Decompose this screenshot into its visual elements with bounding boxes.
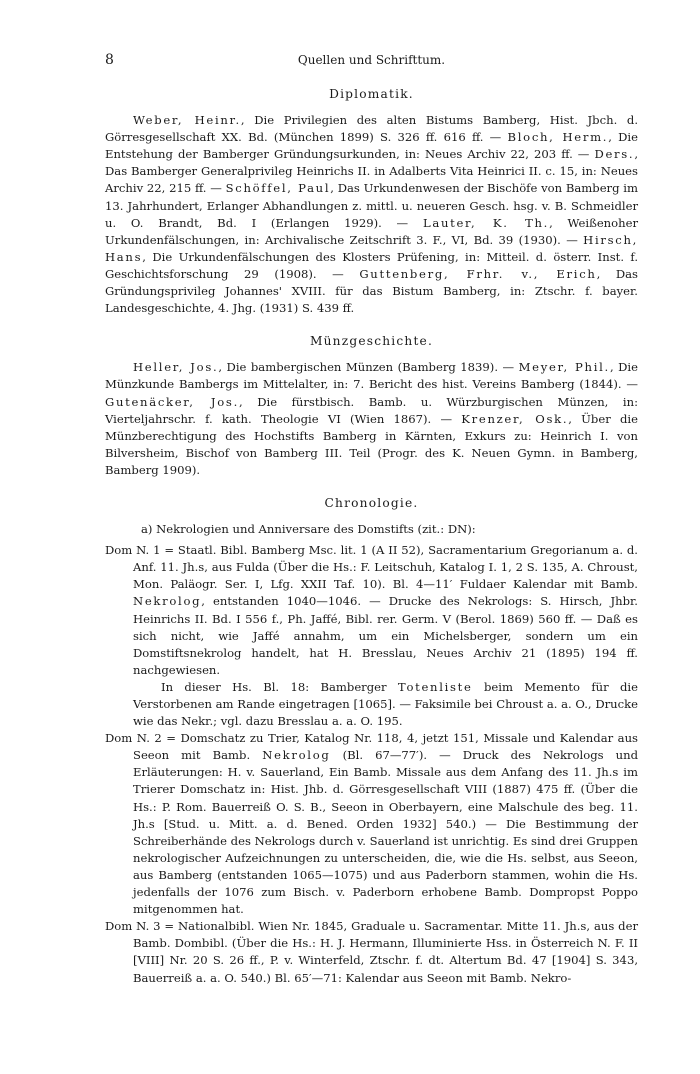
running-title: Quellen und Schrifttum.: [297, 53, 446, 67]
paragraph-munzgeschichte: [105, 359, 638, 479]
entry-text: Dom N. 3 = Nationalbibl. Wien Nr. 1845, Graduale u. Sacramentar. Mitte 11. Jh.s, aus der Bamb. Dombibl. (Über die Hs.: H. J. Hermann, Illuminierte Hss. in Österreich N. F. II [VIII] Nr. 20 S. 26 ff., P. v. Winterfeld, Ztschr. f. dt. Altertum Bd. 47 [1904] S. 343, Bauerreiß a. a. O. 540.) Bl. 65′—71: Kalendar aus Seeon mit Bamb. Nekro-: [105, 919, 638, 985]
note-text: beim Memento für die Verstorbenen am Rande eingetragen [1065]. — Faksimile bei Chroust a. a. O., Drucke wie das Nekr.; vgl. dazu Bresslau a. a. O. 195.: [133, 679, 638, 729]
section-munzgeschichte: [105, 333, 638, 479]
citation-text: , Das Gründungsprivileg Johannes' XVIII. für das Bistum Bamberg, in: Ztschr. f. bayer. Landesgeschichte, 4. Jhg. (1931) S. 439 ff.: [105, 266, 638, 316]
paragraph-diplomatik: [105, 112, 638, 317]
section-diplomatik: [105, 86, 638, 317]
emphasis-term: Nekrolog: [133, 594, 202, 609]
author-name: Lauter, K. Th.: [422, 215, 550, 230]
citation-text: , Die Privilegien des alten Bistums Bamberg, Hist. Jbch. d. Görresgesellschaft XX. Bd. (München 1899) S. 326 ff. 616 ff. —: [105, 113, 639, 145]
author-name: Bloch, Herm.: [507, 130, 609, 145]
entry-text: Dom N. 2 = Domschatz zu Trier, Katalog Nr. 118, 4, jetzt 151, Missale und Kalendar aus Seeon mit Bamb.: [105, 731, 638, 763]
citation-text: , Die bambergischen Münzen (Bamberg 1839). —: [218, 360, 519, 375]
section-chronologie: [105, 495, 638, 987]
citation-text: , Die Entstehung der Bamberger Gründungsurkunden, in: Neues Archiv 22, 203 ff. —: [105, 130, 638, 162]
emphasis-term: Totenliste: [397, 679, 473, 694]
section-title-chronologie: Chronologie.: [324, 495, 419, 510]
author-name: Ders.: [594, 147, 635, 162]
emphasis-term: Nekrolog: [262, 748, 331, 763]
citation-text: , Die Münzkunde Bambergs im Mittelalter, in: 7. Bericht des hist. Vereins Bamberg (1844). —: [105, 360, 638, 392]
citation-text: , Die fürstbisch. Bamb. u. Würzburgischen Münzen, in: Vierteljahrschr. f. kath. Theologie VI (Wien 1867). —: [105, 394, 638, 426]
page-number: 8: [105, 52, 114, 68]
entry-text: Dom N. 1 = Staatl. Bibl. Bamberg Msc. lit. 1 (A II 52), Sacramentarium Gregorianum a. d. Anf. 11. Jh.s, aus Fulda (Über die Hs.: F. Leitschuh, Katalog I. 1, 2 S. 135, A. Chroust, Mon. Paläogr. Ser. I, Lfg. XXII Taf. 10). Bl. 4—11′ Fuldaer Kalendar mit Bamb.: [105, 543, 638, 592]
page: [105, 52, 638, 1003]
author-name: Guttenberg, Frhr. v., Erich: [359, 266, 597, 281]
author-name: Weber, Heinr.: [133, 113, 241, 128]
author-name: Heller, Jos.: [133, 360, 219, 375]
section-title-munzgeschichte: Münzgeschichte.: [309, 334, 434, 349]
author-name: Krenzer, Osk.: [461, 411, 569, 426]
citation-text: , Das Bamberger Generalprivileg Heinrichs II. in Adalberts Vita Heinrici II. c. 15, in: Neues Archiv 22, 215 ff. —: [105, 147, 638, 196]
author-name: Gutenäcker, Jos.: [105, 394, 239, 409]
author-name: Meyer, Phil.: [518, 360, 610, 375]
entry-dom-n2: [105, 730, 638, 918]
section-title-diplomatik: Diplomatik.: [329, 87, 414, 101]
author-name: Hirsch, Hans: [105, 232, 638, 264]
subsection-heading: a) Nekrologien und Anniversare des Domstifts (zit.: DN):: [141, 522, 476, 537]
running-header: [105, 52, 638, 70]
citation-text: , Weißenoher Urkundenfälschungen, in: Archivalische Zeitschrift 3. F., VI, Bd. 39 (1930). —: [105, 215, 638, 247]
citation-text: , Das Urkundenwesen der Bischöfe von Bamberg im 13. Jahrhundert, Erlanger Abhandlungen z. mittl. u. neueren Gesch. hsg. v. B. Schmeidler u. O. Brandt, Bd. I (Erlangen 1929). —: [105, 181, 638, 230]
citation-text: , Die Urkundenfälschungen des Klosters Prüfening, in: Mitteil. d. österr. Inst. f. Geschichtsforschung 29 (1908). —: [105, 249, 638, 281]
note-text: In dieser Hs. Bl. 18: Bamberger: [161, 679, 398, 694]
entry-dom-n3: [105, 918, 638, 986]
entry-text: , entstanden 1040—1046. — Drucke des Nekrologs: S. Hirsch, Jhbr. Heinrichs II. Bd. I 556 f., Ph. Jaffé, Bibl. rer. Germ. V (Berol. 1869) 560 ff. — Daß es sich nicht, wie Jaffé annahm, um ein Michelsberger, sondern um ein Domstiftsnekrolog handelt, hat H. Bresslau, Neues Archiv 21 (1895) 194 ff. nachgewiesen.: [133, 594, 638, 677]
entry-dom-n1-note: [133, 679, 638, 730]
entry-dom-n1: [105, 542, 638, 679]
entry-text: (Bl. 67—77′). — Druck des Nekrologs und Erläuterungen: H. v. Sauerland, Ein Bamb. Missale aus dem Anfang des 11. Jh.s im Trierer Domschatz in: Hist. Jhb. d. Görresgesellschaft VIII (1887) 475 ff. (Über die Hs.: P. Rom. Bauerreiß O. S. B., Seeon in Oberbayern, eine Malschule des beg. 11. Jh.s [Stud. u. Mitt. a. d. Bened. Orden 1932] 540.) — Die Bestimmung der Schreiberhände des Nekrologs durch v. Sauerland ist unrichtig. Es sind drei Gruppen nekrologischer Aufzeichnungen zu unterscheiden, die, wie die Hs. selbst, aus Seeon, aus Bamberg (entstanden 1065—1075) und aus Paderborn stammen, wohin die Hs. jedenfalls der 1076 zum Bisch. v. Paderborn erhobene Bamb. Dompropst Poppo mitgenommen hat.: [133, 748, 639, 917]
author-name: Schöffel, Paul: [225, 181, 331, 196]
citation-text: , Über die Münzberechtigung des Hochstifts Bamberg in Kärnten, Exkurs zu: Heinrich I. von Bilversheim, Bischof von Bamberg III. Teil (Progr. des K. Neuen Gymn. in Bamberg, Bamberg 1909).: [105, 411, 638, 477]
